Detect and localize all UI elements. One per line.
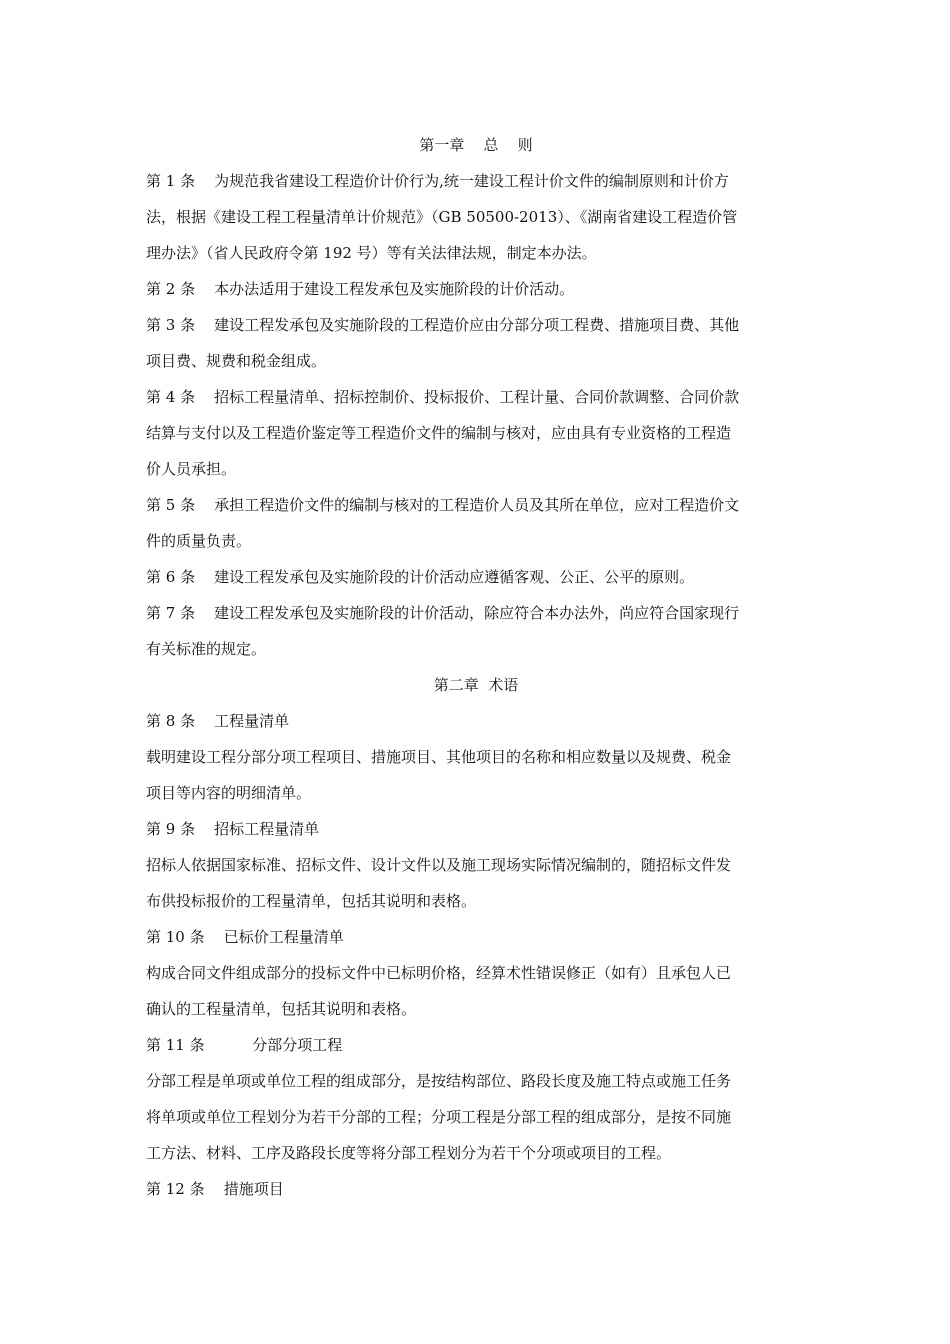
- text-line: 法，根据《建设工程工程量清单计价规范》（GB 50500-2013）、《湖南省建设工程造价管: [146, 208, 738, 226]
- text-line: 第 5 条 承担工程造价文件的编制与核对的工程造价人员及其所在单位，应对工程造价文: [146, 496, 740, 514]
- text-line: 理办法》（省人民政府令第 192 号）等有关法律法规，制定本办法。: [146, 244, 597, 262]
- text-line: 招标人依据国家标准、招标文件、设计文件以及施工现场实际情况编制的，随招标文件发: [146, 856, 732, 874]
- text-line: 确认的工程量清单，包括其说明和表格。: [146, 1000, 417, 1018]
- text-line: 布供投标报价的工程量清单，包括其说明和表格。: [146, 892, 477, 910]
- text-line: 构成合同文件组成部分的投标文件中已标明价格，经算术性错误修正（如有）且承包人已: [146, 964, 732, 982]
- text-line: 件的质量负责。: [146, 532, 252, 550]
- text-line: 结算与支付以及工程造价鉴定等工程造价文件的编制与核对，应由具有专业资格的工程造: [146, 424, 732, 442]
- text-line: 第 10 条 已标价工程量清单: [146, 928, 344, 946]
- text-line: 载明建设工程分部分项工程项目、措施项目、其他项目的名称和相应数量以及规费、税金: [146, 748, 732, 766]
- text-line: 分部工程是单项或单位工程的组成部分，是按结构部位、路段长度及施工特点或施工任务: [146, 1072, 732, 1090]
- text-line: 工方法、材料、工序及路段长度等将分部工程划分为若干个分项或项目的工程。: [146, 1144, 672, 1162]
- text-line: 第 6 条 建设工程发承包及实施阶段的计价活动应遵循客观、公正、公平的原则。: [146, 568, 695, 586]
- text-line: 第 3 条 建设工程发承包及实施阶段的工程造价应由分部分项工程费、措施项目费、其他: [146, 316, 740, 334]
- text-line: 第 4 条 招标工程量清单、招标控制价、投标报价、工程计量、合同价款调整、合同价款: [146, 388, 740, 406]
- text-line: 第 11 条 分部分项工程: [146, 1036, 343, 1054]
- chapter-1-title: 第一章 总 则: [419, 136, 533, 154]
- text-line: 第 1 条 为规范我省建设工程造价计价行为,统一建设工程计价文件的编制原则和计价方: [146, 172, 729, 190]
- text-line: 第 7 条 建设工程发承包及实施阶段的计价活动，除应符合本办法外，尚应符合国家现行: [146, 604, 740, 622]
- chapter-2-title: 第二章 术语: [433, 676, 519, 694]
- document-page: [146, 127, 806, 1207]
- text-line: 项目费、规费和税金组成。: [146, 352, 327, 370]
- text-line: 将单项或单位工程划分为若干分部的工程；分项工程是分部工程的组成部分，是按不同施: [146, 1108, 732, 1126]
- text-line: 第 2 条 本办法适用于建设工程发承包及实施阶段的计价活动。: [146, 280, 575, 298]
- text-line: 有关标准的规定。: [146, 640, 267, 658]
- text-line: 第 9 条 招标工程量清单: [146, 820, 320, 838]
- text-line: 价人员承担。: [146, 460, 237, 478]
- text-line: 项目等内容的明细清单。: [146, 784, 312, 802]
- text-line: 第 8 条 工程量清单: [146, 712, 290, 730]
- text-line: 第 12 条 措施项目: [146, 1180, 284, 1198]
